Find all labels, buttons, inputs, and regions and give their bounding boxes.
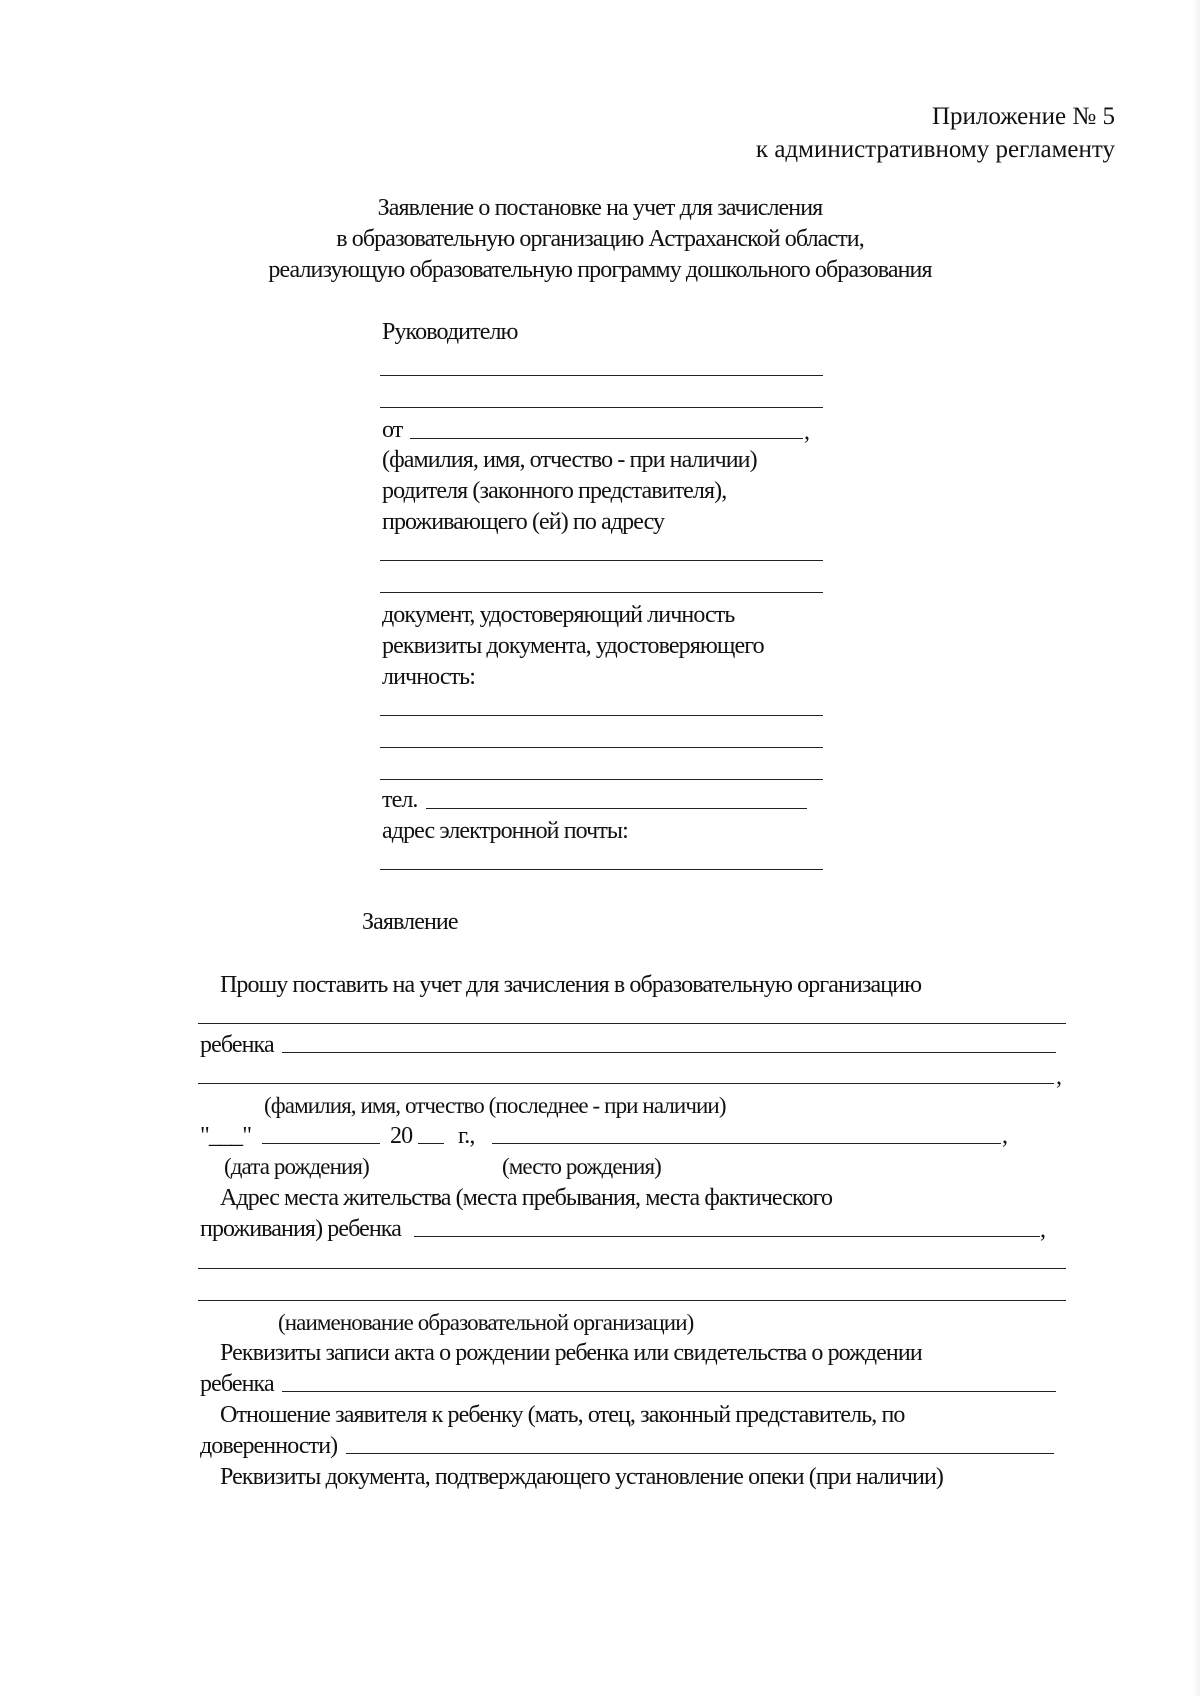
parent-label-line-2: проживающего (ей) по адресу bbox=[382, 509, 665, 535]
address-line-2: проживания) ребенка bbox=[200, 1216, 401, 1242]
applicant-name-field[interactable] bbox=[410, 438, 803, 439]
dob-caption: (дата рождения) bbox=[224, 1154, 369, 1179]
id-doc-line-1: документ, удостоверяющий личность bbox=[382, 602, 735, 628]
guardianship-line: Реквизиты документа, подтверждающего установление опеки (при наличии) bbox=[220, 1464, 944, 1490]
birth-cert-line-2: ребенка bbox=[200, 1371, 274, 1397]
appendix-reference: к административному регламенту bbox=[755, 136, 1115, 163]
head-org-field[interactable] bbox=[380, 407, 823, 408]
email-field[interactable] bbox=[380, 869, 823, 870]
phone-label: тел. bbox=[382, 787, 418, 813]
birth-cert-field[interactable] bbox=[282, 1391, 1056, 1392]
title-line-2: в образовательную организацию Астраханской области, bbox=[336, 226, 864, 252]
birth-cert-line-1: Реквизиты записи акта о рождении ребенка или свидетельства о рождении bbox=[220, 1340, 922, 1366]
relation-line-2: доверенности) bbox=[200, 1433, 338, 1459]
org-name-caption: (наименование образовательной организации) bbox=[278, 1310, 694, 1335]
child-address-field-3[interactable] bbox=[198, 1300, 1066, 1301]
title-line-1: Заявление о постановке на учет для зачисления bbox=[377, 195, 823, 221]
birth-year-prefix: 20 bbox=[390, 1123, 413, 1149]
birth-month-field[interactable] bbox=[262, 1143, 380, 1144]
child-address-field-1[interactable] bbox=[414, 1236, 1040, 1237]
parent-label-line-1: родителя (законного представителя), bbox=[382, 478, 727, 504]
email-label: адрес электронной почты: bbox=[382, 818, 628, 844]
request-text: Прошу поставить на учет для зачисления в образовательную организацию bbox=[220, 972, 922, 998]
birth-year-field[interactable] bbox=[418, 1143, 444, 1144]
from-label: от bbox=[382, 417, 403, 443]
title-line-3: реализующую образовательную программу дошкольного образования bbox=[268, 257, 932, 283]
relation-field[interactable] bbox=[346, 1453, 1054, 1454]
phone-field[interactable] bbox=[426, 808, 807, 809]
address-comma: , bbox=[1040, 1217, 1046, 1243]
to-head-label: Руководителю bbox=[382, 319, 518, 345]
child-name-caption: (фамилия, имя, отчество (последнее - при наличии) bbox=[264, 1093, 726, 1118]
child-label: ребенка bbox=[200, 1032, 274, 1058]
statement-heading: Заявление bbox=[362, 909, 458, 935]
address-field-2[interactable] bbox=[380, 592, 823, 593]
id-doc-field-1[interactable] bbox=[380, 715, 823, 716]
id-doc-field-3[interactable] bbox=[380, 779, 823, 780]
pob-caption: (место рождения) bbox=[502, 1154, 661, 1179]
id-doc-line-2: реквизиты документа, удостоверяющего bbox=[382, 633, 764, 659]
appendix-number: Приложение № 5 bbox=[931, 103, 1115, 130]
organization-field[interactable] bbox=[198, 1023, 1066, 1024]
address-field-1[interactable] bbox=[380, 560, 823, 561]
scan-edge bbox=[1192, 0, 1200, 1696]
id-doc-line-3: личность: bbox=[382, 664, 475, 690]
child-address-field-2[interactable] bbox=[198, 1268, 1066, 1269]
birthplace-field[interactable] bbox=[492, 1143, 1001, 1144]
birth-year-suffix: г., bbox=[458, 1123, 475, 1149]
birthplace-comma: , bbox=[1002, 1123, 1008, 1149]
address-line-1: Адрес места жительства (места пребывания, места фактического bbox=[220, 1185, 833, 1211]
child-name-field-1[interactable] bbox=[282, 1052, 1056, 1053]
birth-day-field[interactable]: "___" bbox=[200, 1123, 252, 1149]
applicant-name-caption: (фамилия, имя, отчество - при наличии) bbox=[382, 447, 757, 473]
child-name-field-2[interactable] bbox=[198, 1083, 1054, 1084]
id-doc-field-2[interactable] bbox=[380, 747, 823, 748]
head-name-field[interactable] bbox=[380, 375, 823, 376]
relation-line-1: Отношение заявителя к ребенку (мать, отец, законный представитель, по bbox=[220, 1402, 905, 1428]
from-comma: , bbox=[804, 419, 810, 445]
child-name-comma: , bbox=[1056, 1064, 1062, 1090]
